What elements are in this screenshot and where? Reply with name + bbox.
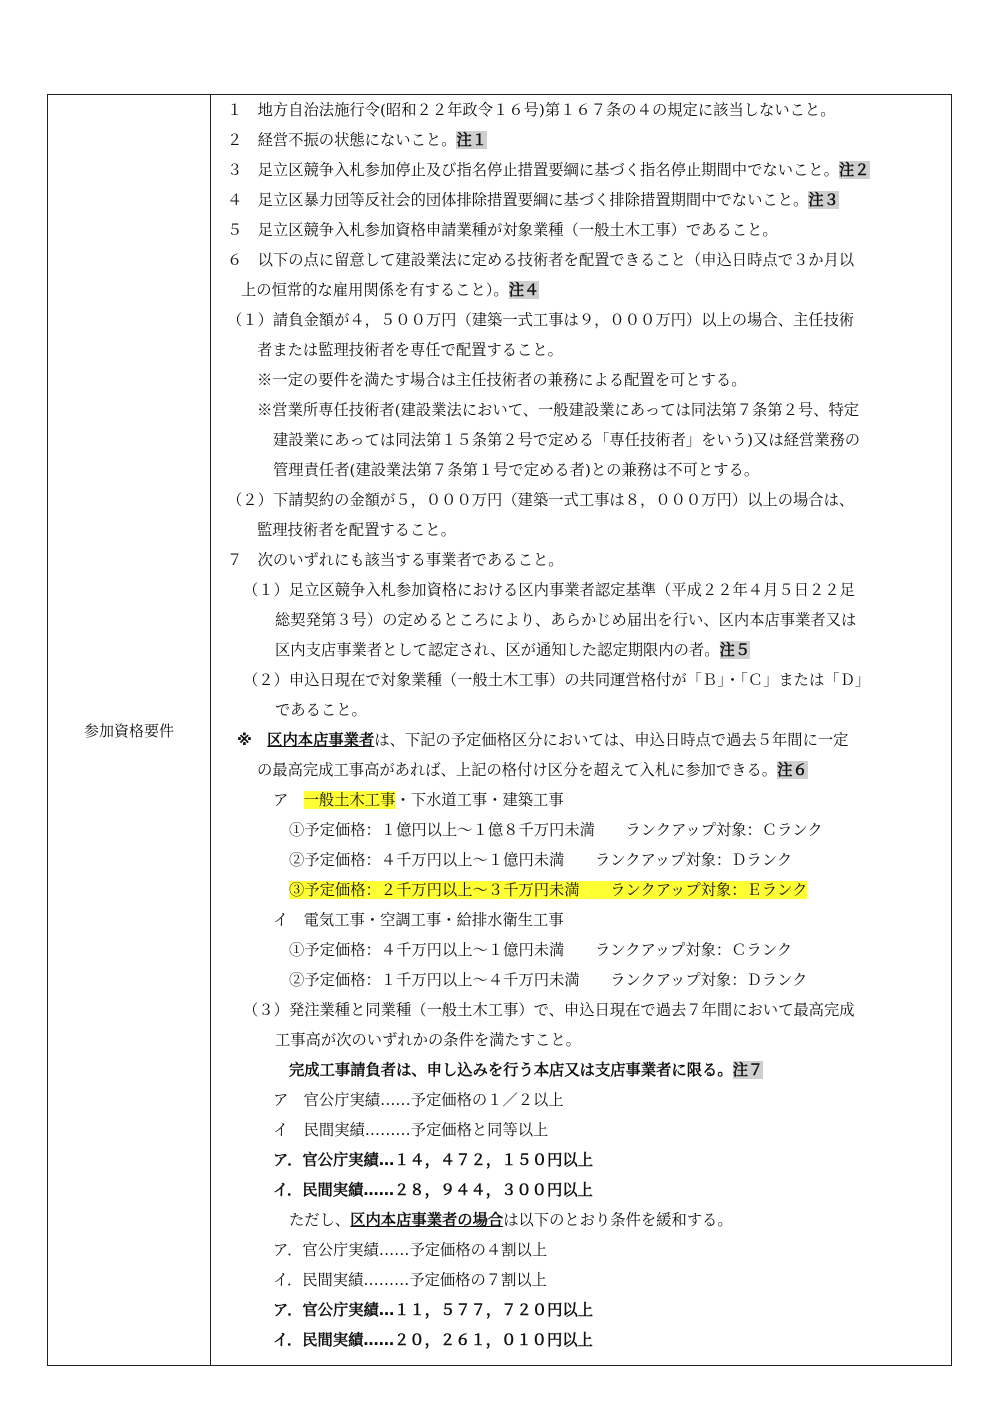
requirement-line: ア 一般土木工事・下水道工事・建築工事: [273, 791, 564, 809]
highlighted-text: 一般土木工事: [303, 791, 396, 809]
requirement-line: ５ 足立区競争入札参加資格申請業種が対象業種（一般土木工事）であること。: [227, 221, 778, 239]
requirement-line: 総契発第３号）の定めるところにより、あらかじめ届出を行い、区内本店事業者又は: [275, 611, 857, 629]
note-badge: 注３: [808, 191, 839, 209]
requirement-line: ※一定の要件を満たす場合は主任技術者の兼務による配置を可とする。: [257, 371, 747, 389]
requirement-line: ２ 経営不振の状態にないこと。注１: [227, 131, 488, 149]
requirement-line: ア 官公庁実績……予定価格の１／２以上: [273, 1091, 564, 1109]
requirement-line: [289, 879, 807, 901]
requirement-line: ①予定価格：４千万円以上～１億円未満 ランクアップ対象：Ｃランク: [289, 941, 793, 959]
requirement-line: ア．官公庁実績…１１，５７７，７２０円以上: [273, 1301, 594, 1319]
requirement-line: ７ 次のいずれにも該当する事業者であること。: [227, 551, 564, 569]
requirement-line: 完成工事請負者は、申し込みを行う本店又は支店事業者に限る。注７: [289, 1061, 764, 1079]
requirement-line: ただし、区内本店事業者の場合は以下のとおり条件を緩和する。: [289, 1211, 733, 1229]
requirement-line: 者または監理技術者を専任で配置すること。: [257, 341, 563, 359]
requirement-line: ※ 区内本店事業者は、下記の予定価格区分においては、申込日時点で過去５年間に一定: [237, 731, 849, 749]
column-divider: [210, 95, 211, 1365]
requirement-line: ②予定価格：１千万円以上～４千万円未満 ランクアップ対象：Ｄランク: [289, 971, 808, 989]
requirement-line: ４ 足立区暴力団等反社会的団体排除措置要綱に基づく排除措置期間中でないこと。注３: [227, 191, 839, 209]
requirement-line: （１）足立区競争入札参加資格における区内事業者認定基準（平成２２年４月５日２２足: [243, 581, 855, 599]
requirement-line: ア．官公庁実績……予定価格の４割以上: [273, 1241, 548, 1259]
note-badge: 注５: [719, 641, 751, 659]
requirement-line: イ．民間実績……２０，２６１，０１０円以上: [273, 1331, 593, 1349]
requirement-line: ６ 以下の点に留意して建設業法に定める技術者を配置できること（申込日時点で３か月以: [227, 251, 855, 269]
requirements-table: [47, 94, 952, 1366]
requirement-line: イ 民間実績………予定価格と同等以上: [273, 1121, 549, 1139]
requirement-line: であること。: [275, 701, 367, 719]
requirement-line: ①予定価格：１億円以上～１億８千万円未満 ランクアップ対象：Ｃランク: [289, 821, 823, 839]
requirement-line: 監理技術者を配置すること。: [257, 521, 456, 539]
requirement-line: イ．民間実績……２８，９４４，３００円以上: [273, 1181, 593, 1199]
requirement-line: イ．民間実績………予定価格の７割以上: [273, 1271, 547, 1289]
requirement-line: 上の恒常的な雇用関係を有すること）。注４: [241, 281, 540, 299]
requirement-line: （２）下請契約の金額が５，０００万円（建築一式工事は８，０００万円）以上の場合は、: [227, 491, 855, 509]
requirement-line: （３）発注業種と同業種（一般土木工事）で、申込日現在で過去７年間において最高完成: [243, 1001, 855, 1019]
row-label: 参加資格要件: [83, 721, 174, 740]
requirement-line: ②予定価格：４千万円以上～１億円未満 ランクアップ対象：Ｄランク: [289, 851, 793, 869]
requirement-line: （２）申込日現在で対象業種（一般土木工事）の共同運営格付が「Ｂ」・「Ｃ」または「Ｄ」: [243, 671, 871, 689]
highlighted-text: ③予定価格：２千万円以上～３千万円未満 ランクアップ対象：Ｅランク: [289, 881, 808, 899]
requirement-line: 管理責任者(建設業法第７条第１号で定める者)との兼務は不可とする。: [273, 461, 760, 479]
requirement-line: の最高完成工事高があれば、上記の格付け区分を超えて入札に参加できる。注６: [257, 761, 808, 779]
requirement-line: ３ 足立区競争入札参加停止及び指名停止措置要綱に基づく指名停止期間中でないこと。注２: [227, 161, 870, 179]
requirement-line: 区内支店事業者として認定され、区が通知した認定期限内の者。注５: [275, 641, 751, 659]
requirement-line: 建設業にあっては同法第１５条第２号で定める「専任技術者」をいう)又は経営業務の: [273, 431, 861, 449]
requirement-line: イ 電気工事・空調工事・給排水衛生工事: [273, 911, 564, 929]
note-badge: 注７: [732, 1061, 764, 1079]
note-badge: 注６: [777, 761, 808, 779]
requirement-line: 工事高が次のいずれかの条件を満たすこと。: [275, 1031, 581, 1049]
requirement-line: （１）請負金額が４，５００万円（建築一式工事は９，０００万円）以上の場合、主任技術: [227, 311, 855, 329]
note-badge: 注１: [456, 131, 488, 149]
note-badge: 注２: [838, 161, 870, 179]
requirement-line: ※営業所専任技術者(建設業法において、一般建設業にあっては同法第７条第２号、特定: [257, 401, 860, 419]
requirement-line: １ 地方自治法施行令(昭和２２年政令１６号)第１６７条の４の規定に該当しないこと。: [227, 101, 836, 119]
note-badge: 注４: [508, 281, 540, 299]
requirement-line: ア．官公庁実績…１４，４７２，１５０円以上: [273, 1151, 594, 1169]
